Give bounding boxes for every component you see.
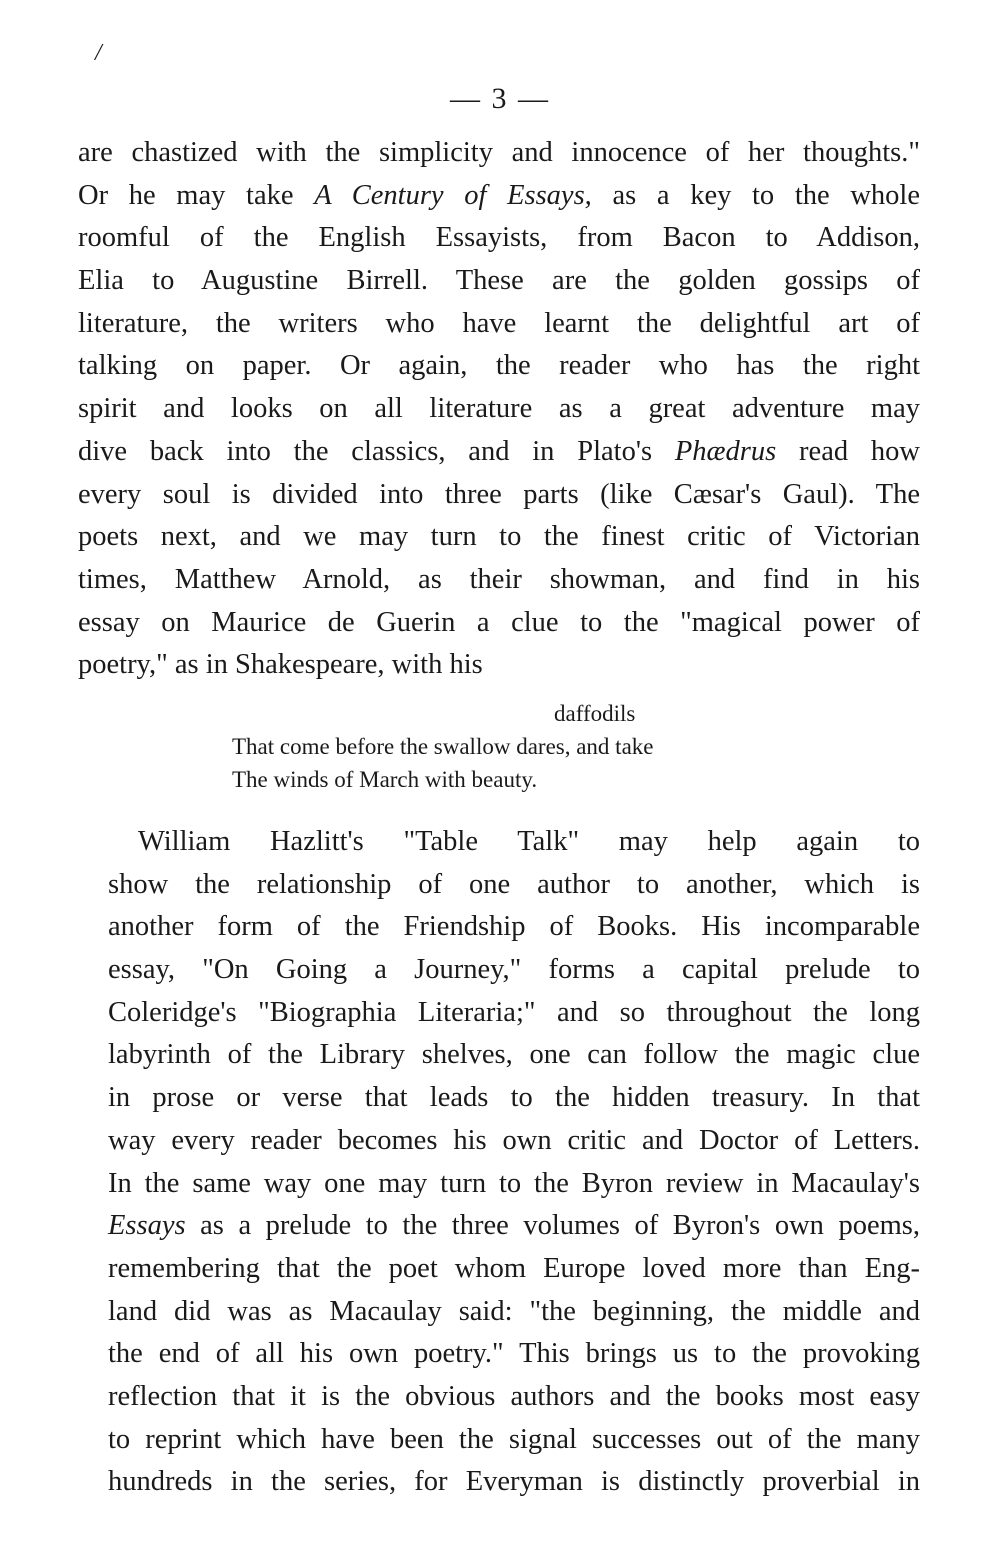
verse-line: daffodils — [554, 701, 636, 726]
text-segment: William Hazlitt's "Table Talk" may help again to — [138, 826, 920, 857]
text-line — [78, 602, 920, 645]
text-line — [78, 175, 920, 218]
text-line — [78, 516, 920, 559]
text-line — [78, 260, 920, 303]
text-segment: show the relationship of one author to another, which is — [108, 868, 920, 900]
text-segment: are chastized with the simplicity and innocence of her thoughts." — [78, 137, 920, 168]
verse-quotation — [232, 697, 654, 796]
text-line — [78, 388, 920, 431]
text-line — [78, 132, 920, 175]
text-segment: roomful of the English Essayists, from Bacon to Addison, — [78, 222, 920, 254]
text-segment: Coleridge's "Biographia Literaria;" and so throughout the long — [108, 996, 920, 1028]
text-segment: hundreds in the series, for Everyman is distinctly proverbial in — [108, 1466, 920, 1498]
text-segment: talking on paper. Or again, the reader who has the right — [78, 350, 920, 382]
italic-title: Phædrus — [674, 435, 777, 467]
text-segment: land did was as Macaulay said: "the beginning, the middle and — [108, 1295, 920, 1327]
text-segment: way every reader becomes his own critic and Doctor of Letters. — [108, 1124, 920, 1156]
text-line — [78, 1291, 920, 1334]
paragraph-1 — [78, 132, 920, 687]
page-number: — 3 — — [450, 82, 550, 115]
text-line — [78, 474, 920, 517]
text-segment: as a key to the whole — [591, 179, 920, 211]
text-line — [78, 1461, 920, 1504]
text-line — [78, 906, 920, 949]
text-line — [78, 303, 920, 346]
text-segment: essay, "On Going a Journey," forms a capital prelude to — [108, 954, 920, 986]
text-segment: labyrinth of the Library shelves, one can follow the magic clue — [108, 1039, 920, 1071]
verse-line: That come before the swallow dares, and take — [232, 734, 654, 759]
corner-mark: / — [95, 40, 102, 66]
text-line — [78, 864, 920, 907]
text-line — [78, 1248, 920, 1291]
text-segment: read how — [776, 435, 920, 467]
text-line — [78, 1034, 920, 1077]
text-line — [78, 1163, 920, 1206]
text-line — [78, 345, 920, 388]
text-segment: the end of all his own poetry." This brings us to the provoking — [108, 1338, 920, 1370]
verse-line: The winds of March with beauty. — [232, 767, 538, 792]
text-line — [78, 1419, 920, 1462]
paragraph-2 — [78, 821, 920, 1504]
text-segment: Or he may take — [78, 179, 315, 211]
text-line — [78, 992, 920, 1035]
text-line — [78, 217, 920, 260]
text-segment: essay on Maurice de Guerin a clue to the "magical power of — [78, 606, 920, 638]
text-segment: poetry," as in Shakespeare, with his — [78, 649, 483, 681]
text-line — [78, 1376, 920, 1419]
text-line — [78, 1205, 920, 1248]
text-segment: dive back into the classics, and in Plato's — [78, 435, 675, 467]
italic-title: Essays — [108, 1210, 186, 1242]
text-segment: spirit and looks on all literature as a great adventure may — [78, 393, 920, 425]
text-segment: reflection that it is the obvious authors and the books most easy — [108, 1380, 920, 1412]
text-segment: times, Matthew Arnold, as their showman, and find in his — [78, 563, 920, 595]
text-line — [78, 431, 920, 474]
text-line — [78, 1333, 920, 1376]
text-segment: every soul is divided into three parts (like Cæsar's Gaul). The — [78, 478, 920, 510]
text-segment: as a prelude to the three volumes of Byron's own poems, — [185, 1210, 920, 1242]
text-line — [78, 559, 920, 602]
text-segment: poets next, and we may turn to the finest critic of Victorian — [78, 521, 920, 553]
text-segment: in prose or verse that leads to the hidden treasury. In that — [108, 1082, 920, 1114]
text-segment: literature, the writers who have learnt the delightful art of — [78, 307, 920, 339]
italic-title: A Century of Essays, — [314, 179, 592, 211]
text-segment: remembering that the poet whom Europe loved more than Eng- — [108, 1252, 920, 1284]
text-line — [78, 1120, 920, 1163]
text-segment: In the same way one may turn to the Byron review in Macaulay's — [108, 1167, 920, 1199]
text-line — [78, 1077, 920, 1120]
text-line — [78, 949, 920, 992]
text-line — [78, 821, 920, 864]
text-segment: another form of the Friendship of Books. His incomparable — [108, 911, 920, 943]
text-segment: to reprint which have been the signal successes out of the many — [108, 1423, 920, 1455]
text-segment: Elia to Augustine Birrell. These are the golden gossips of — [78, 265, 920, 297]
text-line — [78, 644, 920, 687]
